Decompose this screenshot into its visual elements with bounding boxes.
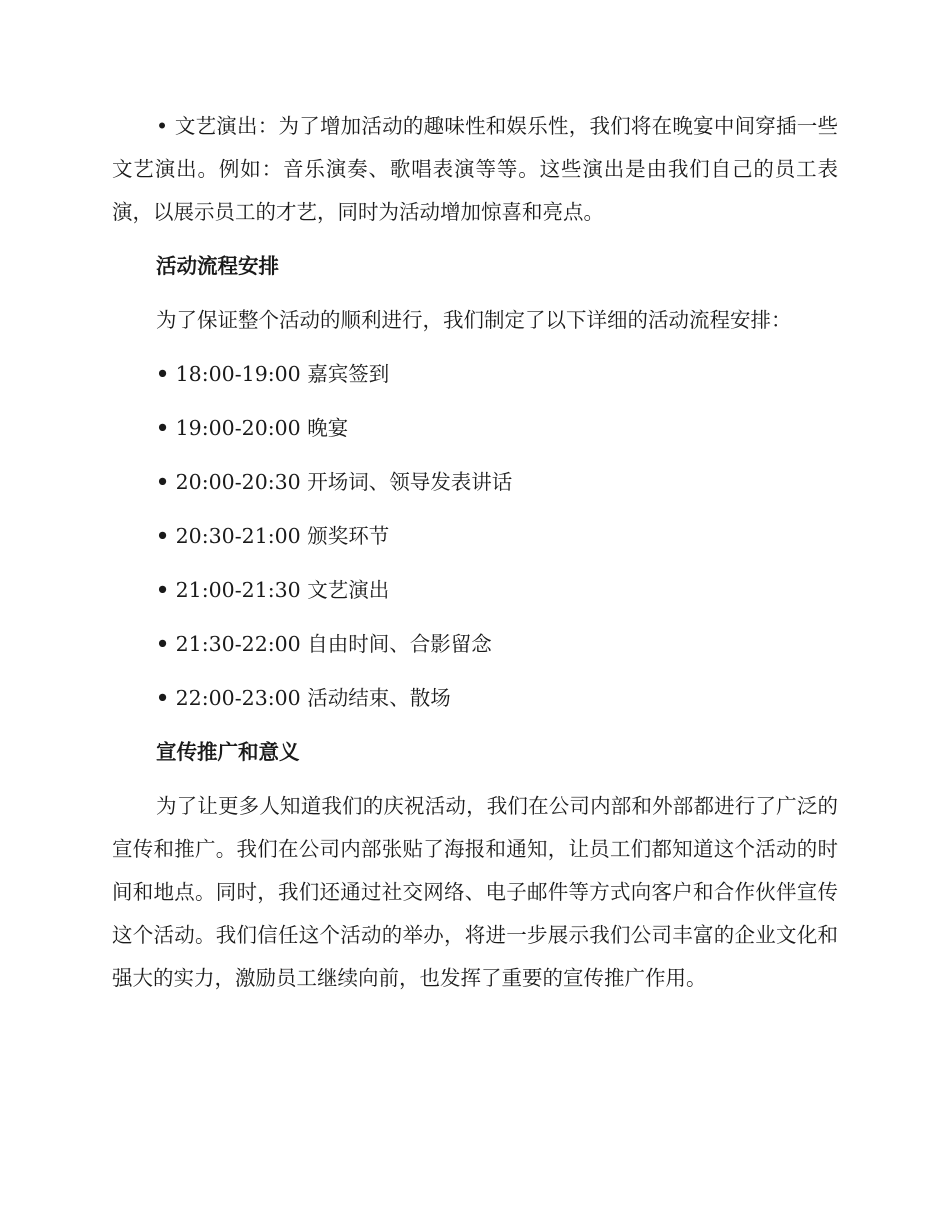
bullet-marker: • xyxy=(156,470,170,494)
bullet-marker: • xyxy=(156,578,170,602)
performance-paragraph: • 文艺演出：为了增加活动的趣味性和娱乐性，我们将在晚宴中间穿插一些文艺演出。例如：音乐演奏、歌唱表演等等。这些演出是由我们自己的员工表演，以展示员工的才艺，同时为活动增加惊喜和亮点。 xyxy=(112,114,838,224)
schedule-intro: 为了保证整个活动的顺利进行，我们制定了以下详细的活动流程安排： xyxy=(156,308,792,332)
bullet-marker: • xyxy=(156,362,170,386)
schedule-item xyxy=(112,515,838,558)
schedule-item-text: 22:00-23:00 活动结束、散场 xyxy=(175,686,451,710)
bullet-marker: • xyxy=(156,416,170,440)
schedule-heading: 活动流程安排 xyxy=(156,254,279,278)
schedule-item-text: 20:30-21:00 颁奖环节 xyxy=(175,524,390,548)
promotion-paragraph: 为了让更多人知道我们的庆祝活动，我们在公司内部和外部都进行了广泛的宣传和推广。我们在公司内部张贴了海报和通知，让员工们都知道这个活动的时间和地点。同时，我们还通过社交网络、电子邮件等方式向客户和合作伙伴宣传这个活动。我们信任这个活动的举办，将进一步展示我们公司丰富的企业文化和强大的实力，激励员工继续向前，也发挥了重要的宣传推广作用。 xyxy=(112,794,838,990)
schedule-item xyxy=(112,623,838,666)
schedule-item-text: 18:00-19:00 嘉宾签到 xyxy=(175,362,390,386)
schedule-item xyxy=(112,677,838,720)
promotion-heading: 宣传推广和意义 xyxy=(156,740,300,764)
schedule-item xyxy=(112,353,838,396)
schedule-item-text: 20:00-20:30 开场词、领导发表讲话 xyxy=(175,470,513,494)
schedule-item xyxy=(112,461,838,504)
schedule-item xyxy=(112,407,838,450)
bullet-marker: • xyxy=(156,632,170,656)
schedule-item-text: 21:30-22:00 自由时间、合影留念 xyxy=(175,632,492,656)
schedule-item-text: 19:00-20:00 晚宴 xyxy=(175,416,349,440)
schedule-item-text: 21:00-21:30 文艺演出 xyxy=(175,578,390,602)
bullet-marker: • xyxy=(156,686,170,710)
bullet-marker: • xyxy=(156,524,170,548)
schedule-item xyxy=(112,569,838,612)
